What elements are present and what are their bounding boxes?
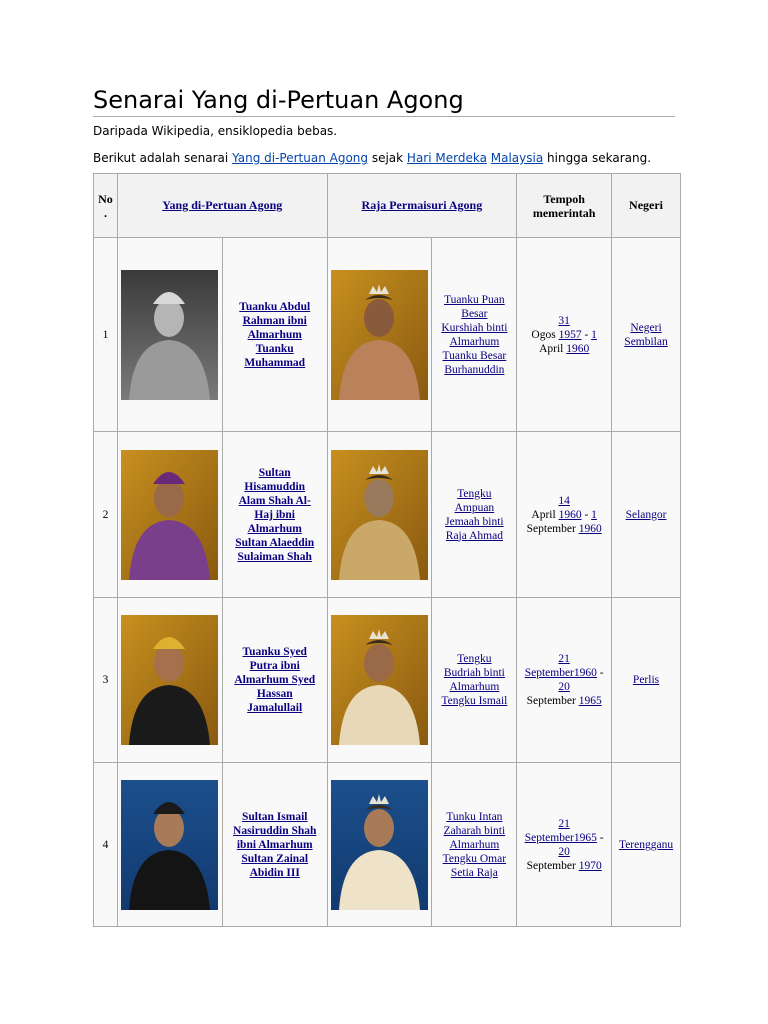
agong-name-cell[interactable]	[222, 598, 327, 763]
header-tempoh-text: Tempoh	[543, 191, 585, 206]
agong-name-line[interactable]: Haj ibni	[254, 508, 296, 521]
header-no-text: No	[98, 191, 113, 206]
negeri-link[interactable]: Sembilan	[624, 335, 668, 348]
row-number: 2	[94, 432, 118, 598]
date-text: -	[596, 667, 604, 679]
date-link[interactable]: 20	[558, 845, 570, 858]
date-text: -	[581, 508, 592, 521]
header-no	[94, 174, 118, 238]
agong-portrait	[121, 450, 218, 580]
agong-photo-cell	[117, 763, 222, 927]
date-link[interactable]: 1960	[566, 342, 590, 355]
agong-name-line[interactable]: Tuanku	[255, 342, 294, 355]
agong-name-line[interactable]: Muhammad	[244, 356, 306, 369]
agong-name-line[interactable]: Rahman ibni	[242, 314, 307, 327]
permaisuri-name-line[interactable]: Kurshiah binti	[441, 321, 508, 334]
date-link[interactable]: 21	[558, 817, 570, 830]
agong-photo-cell	[117, 432, 222, 598]
negeri-link[interactable]: Negeri	[630, 321, 662, 334]
agong-name-line[interactable]: Almarhum Syed	[234, 674, 316, 686]
permaisuri-name-line[interactable]: Tengku Omar	[442, 852, 507, 865]
permaisuri-name-line[interactable]: Tengku	[457, 487, 492, 500]
agong-name-line[interactable]: Nasiruddin Shah	[233, 824, 317, 837]
row-number: 1	[94, 238, 118, 432]
date-link[interactable]: 1960	[558, 508, 582, 521]
intro-paragraph	[93, 151, 651, 165]
agong-name-line[interactable]: Tuanku Syed	[242, 646, 307, 658]
tempoh-cell	[517, 763, 612, 927]
tempoh-line	[520, 666, 608, 680]
agong-photo-cell	[117, 598, 222, 763]
date-text: -	[581, 328, 592, 341]
header-negeri: Negeri	[612, 174, 681, 238]
tempoh-line	[520, 652, 608, 666]
tempoh-cell	[517, 598, 612, 763]
agong-name-cell[interactable]	[222, 432, 327, 598]
permaisuri-photo-cell	[327, 763, 432, 927]
header-tempoh-text: memerintah	[532, 205, 596, 220]
permaisuri-name-line[interactable]: Almarhum	[449, 838, 500, 851]
permaisuri-name-line[interactable]: Besar	[461, 307, 488, 320]
agong-name-line[interactable]: Alam Shah Al-	[238, 494, 311, 507]
tempoh-line	[520, 694, 608, 708]
date-link[interactable]: 1957	[558, 328, 582, 341]
permaisuri-name-line[interactable]: Burhanuddin	[444, 363, 505, 376]
permaisuri-name-line[interactable]: Tengku	[457, 653, 492, 665]
page-title: Senarai Yang di-Pertuan Agong	[93, 86, 675, 117]
intro-text: sejak	[368, 151, 407, 165]
agong-name-line[interactable]: Hisamuddin	[244, 480, 306, 493]
date-link[interactable]: 21	[558, 653, 570, 665]
link-hari-merdeka[interactable]: Hari Merdeka	[406, 151, 487, 165]
intro-text: Berikut adalah senarai	[93, 151, 233, 165]
agong-name-line[interactable]: Hassan	[256, 688, 293, 700]
agong-name-line[interactable]: Sulaiman Shah	[237, 550, 312, 563]
agong-name-cell[interactable]	[222, 238, 327, 432]
header-ydpa	[117, 174, 327, 238]
date-link[interactable]: 20	[558, 681, 570, 693]
permaisuri-portrait	[331, 780, 428, 910]
permaisuri-name-cell[interactable]	[432, 763, 517, 927]
permaisuri-name-line[interactable]: Almarhum	[449, 681, 500, 693]
table-row	[94, 238, 681, 432]
permaisuri-name-cell[interactable]	[432, 238, 517, 432]
agong-name-line[interactable]: Abidin III	[249, 866, 300, 879]
link-yang-di-pertuan-agong[interactable]: Yang di-Pertuan Agong	[232, 151, 369, 165]
permaisuri-name-line[interactable]: Jemaah binti	[445, 515, 504, 528]
date-text: April	[531, 508, 559, 521]
intro-text: hingga sekarang.	[543, 151, 652, 165]
header-rpa-link[interactable]: Raja Permaisuri Agong	[361, 198, 483, 212]
tempoh-cell	[517, 432, 612, 598]
permaisuri-name-line[interactable]: Ampuan	[454, 501, 495, 514]
agong-name-cell[interactable]	[222, 763, 327, 927]
agong-portrait	[121, 615, 218, 745]
tempoh-line	[520, 817, 608, 831]
negeri-link[interactable]: Terengganu	[618, 838, 674, 851]
date-link[interactable]: 1	[591, 328, 597, 341]
tempoh-line	[520, 314, 608, 328]
negeri-cell[interactable]	[612, 763, 681, 927]
agong-name-line[interactable]: Almarhum	[247, 328, 302, 341]
agong-name-line[interactable]: Almarhum	[247, 522, 302, 535]
permaisuri-name-line[interactable]: Almarhum	[449, 335, 500, 348]
permaisuri-name-line[interactable]: Tuanku Puan	[444, 293, 505, 306]
date-link[interactable]: 1965	[578, 695, 602, 707]
date-text: September	[526, 522, 579, 535]
tempoh-line	[520, 522, 608, 536]
row-number: 4	[94, 763, 118, 927]
row-number: 3	[94, 598, 118, 763]
date-text: Ogos	[531, 328, 559, 341]
date-text: -	[596, 831, 604, 844]
negeri-link[interactable]: Perlis	[632, 674, 660, 686]
date-text: April	[539, 342, 567, 355]
negeri-link[interactable]: Selangor	[625, 508, 667, 521]
permaisuri-name-line[interactable]: Tuanku Besar	[442, 349, 507, 362]
tempoh-line	[520, 494, 608, 508]
permaisuri-name-line[interactable]: Setia Raja	[450, 866, 498, 879]
permaisuri-name-cell[interactable]	[432, 598, 517, 763]
date-text: September	[526, 859, 579, 872]
agong-name-line[interactable]: Sultan	[258, 466, 291, 479]
page-subtitle: Daripada Wikipedia, ensiklopedia bebas.	[93, 124, 338, 138]
negeri-cell[interactable]	[612, 238, 681, 432]
permaisuri-portrait	[331, 270, 428, 400]
agong-portrait	[121, 270, 218, 400]
table-row	[94, 598, 681, 763]
date-link[interactable]: September1965	[524, 831, 597, 844]
tempoh-line	[520, 845, 608, 859]
table-header-row	[94, 174, 681, 238]
date-link[interactable]: 14	[558, 494, 570, 507]
table-row	[94, 763, 681, 927]
date-link[interactable]: September1960	[524, 667, 597, 679]
date-link[interactable]: 1960	[578, 522, 602, 535]
tempoh-line	[520, 680, 608, 694]
permaisuri-photo-cell	[327, 238, 432, 432]
tempoh-line	[520, 831, 608, 845]
agong-photo-cell	[117, 238, 222, 432]
permaisuri-name-line[interactable]: Budriah binti	[443, 667, 505, 679]
permaisuri-portrait	[331, 450, 428, 580]
permaisuri-photo-cell	[327, 598, 432, 763]
tempoh-line	[520, 328, 608, 342]
tempoh-line	[520, 859, 608, 873]
date-link[interactable]: 31	[558, 314, 570, 327]
agong-table	[93, 173, 681, 927]
permaisuri-name-line[interactable]: Tengku Ismail	[441, 695, 508, 707]
permaisuri-portrait	[331, 615, 428, 745]
agong-name-line[interactable]: Putra ibni	[249, 660, 300, 672]
agong-portrait	[121, 780, 218, 910]
tempoh-line	[520, 342, 608, 356]
header-rpa	[327, 174, 517, 238]
table-row	[94, 432, 681, 598]
negeri-cell[interactable]	[612, 598, 681, 763]
permaisuri-name-line[interactable]: Zaharah binti	[443, 824, 506, 837]
permaisuri-name-cell[interactable]	[432, 432, 517, 598]
date-link[interactable]: 1	[591, 508, 597, 521]
header-ydpa-link[interactable]: Yang di-Pertuan Agong	[162, 198, 283, 212]
header-no-dot: .	[103, 205, 107, 220]
permaisuri-name-line[interactable]: Raja Ahmad	[445, 529, 503, 542]
negeri-cell[interactable]	[612, 432, 681, 598]
agong-name-line[interactable]: Sultan Zainal	[241, 852, 309, 865]
agong-name-line[interactable]: ibni Almarhum	[236, 838, 313, 851]
tempoh-cell	[517, 238, 612, 432]
agong-name-line[interactable]: Tuanku Abdul	[239, 300, 311, 313]
agong-name-line[interactable]: Jamalullail	[247, 702, 303, 714]
agong-name-line[interactable]: Sultan Ismail	[241, 810, 308, 823]
permaisuri-photo-cell	[327, 432, 432, 598]
agong-name-line[interactable]: Sultan Alaeddin	[235, 536, 315, 549]
link-malaysia[interactable]: Malaysia	[490, 151, 544, 165]
header-tempoh	[517, 174, 612, 238]
date-text: September	[526, 695, 579, 707]
tempoh-line	[520, 508, 608, 522]
permaisuri-name-line[interactable]: Tunku Intan	[446, 810, 503, 823]
date-link[interactable]: 1970	[578, 859, 602, 872]
